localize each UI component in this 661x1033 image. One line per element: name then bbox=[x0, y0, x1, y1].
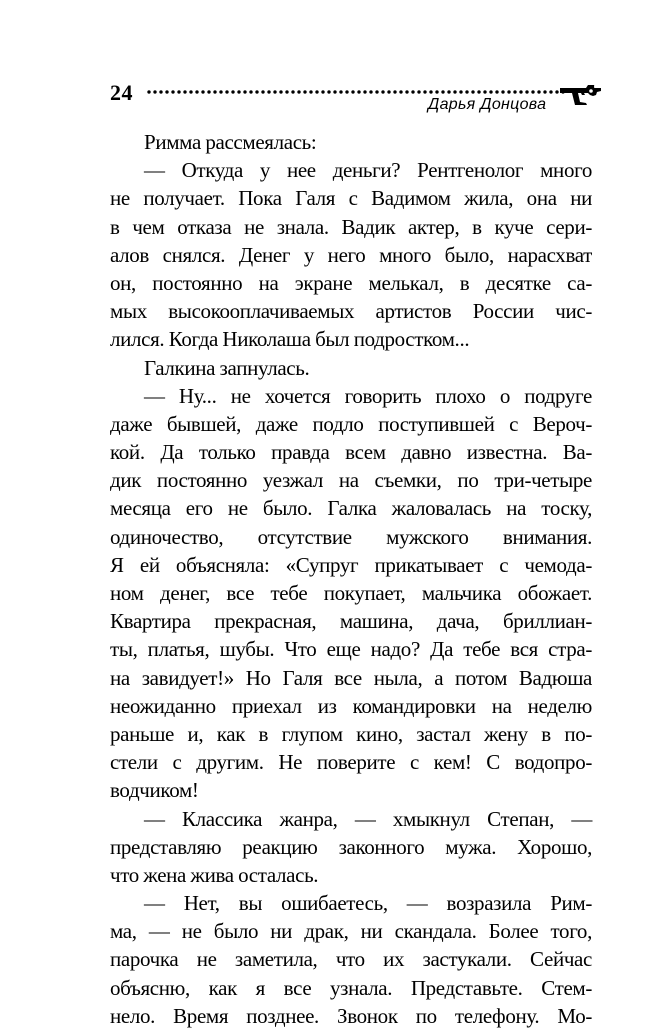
text-line: он, постоянно на экране мелькал, в десятке са- bbox=[110, 270, 592, 295]
text-line: — Ну... не хочется говорить плохо о подруге bbox=[144, 383, 592, 408]
text-line: Римма рассмеялась: bbox=[144, 130, 317, 154]
revolver-icon bbox=[560, 82, 602, 106]
body-text bbox=[110, 128, 592, 1030]
text-line: на завидует!» Но Галя все ныла, а потом Вадюша bbox=[110, 665, 592, 690]
text-line: Галкина запнулась. bbox=[144, 355, 310, 380]
text-line: ма, — не было ни драк, ни скандала. Более того, bbox=[110, 919, 592, 944]
text-line: в чем отказа не знала. Вадик актер, в куче сери- bbox=[110, 214, 592, 239]
text-line: раньше и, как в глупом кино, застал жену в по- bbox=[110, 721, 592, 746]
text-line: стели с другим. Не поверите с кем! С водопро- bbox=[110, 750, 592, 775]
text-line: — Нет, вы ошибаетесь, — возразила Рим- bbox=[144, 891, 592, 916]
text-line: одиночество, отсутствие мужского внимания. bbox=[110, 524, 592, 549]
text-line: лился. Когда Николаша был подростком... bbox=[110, 327, 470, 352]
text-line: представляю реакцию законного мужа. Хорошо, bbox=[110, 834, 592, 859]
text-line: объясню, как я все узнала. Представьте. Стем- bbox=[110, 975, 592, 1000]
text-line: — Классика жанра, — хмыкнул Степан, — bbox=[144, 806, 592, 831]
text-line: кой. Да только правда всем давно известна. Ва- bbox=[110, 440, 592, 465]
text-line: Я ей объясняла: «Супруг прикатывает с чемода- bbox=[110, 552, 592, 577]
text-line: водчиком! bbox=[110, 778, 199, 803]
text-line: месяца его не было. Галка жаловалась на тоску, bbox=[110, 496, 592, 521]
text-line: алов снялся. Денег у него много было, нарасхват bbox=[110, 242, 592, 267]
text-line: не получает. Пока Галя с Вадимом жила, она ни bbox=[110, 186, 592, 211]
text-line: парочка не заметила, что их застукали. Сейчас bbox=[110, 947, 592, 972]
text-line: неожиданно приехал из командировки на неделю bbox=[110, 693, 592, 718]
text-line: ном денег, все тебе покупает, мальчика обожает. bbox=[110, 581, 592, 605]
text-line: нело. Время позднее. Звонок по телефону. Мо- bbox=[110, 1003, 592, 1028]
text-line: мых высокооплачиваемых артистов России чис- bbox=[110, 299, 592, 324]
text-line: даже бывшей, даже подло поступившей с Вероч- bbox=[110, 411, 592, 436]
page-number: 24 bbox=[110, 80, 133, 105]
running-header bbox=[110, 76, 600, 112]
dotted-rule bbox=[146, 90, 566, 94]
text-line: ты, платья, шубы. Что еще надо? Да тебе вся стра- bbox=[110, 637, 592, 662]
text-line: Квартира прекрасная, машина, дача, бриллиан- bbox=[110, 609, 592, 634]
text-line: — Откуда у нее деньги? Рентгенолог много bbox=[144, 158, 592, 183]
text-line: дик постоянно уезжал на съемки, по три-четыре bbox=[110, 468, 592, 493]
author-name: Дарья Донцова bbox=[428, 96, 547, 113]
text-line: что жена жива осталась. bbox=[110, 862, 319, 887]
